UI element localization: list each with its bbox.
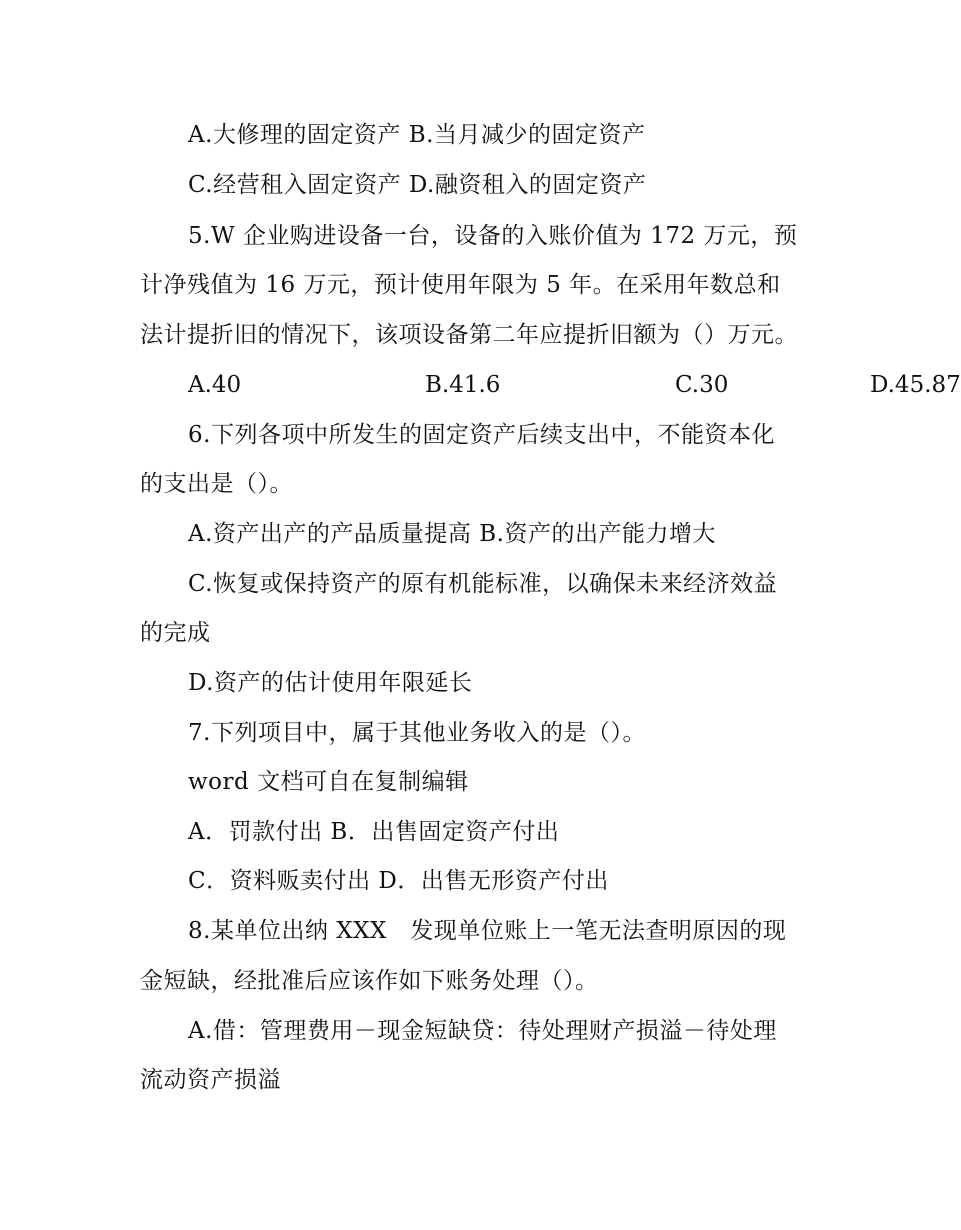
- q5-stem-line-1: 5.W 企业购进设备一台，设备的入账价值为 172 万元，预: [188, 223, 798, 249]
- q7-options-cd: C．资料贩卖付出 D．出售无形资产付出: [188, 868, 609, 894]
- q5-option-c: C.30: [675, 372, 729, 398]
- q6-stem-line-1: 6.下列各项中所发生的固定资产后续支出中，不能资本化: [188, 422, 775, 448]
- q6-option-d: D.资产的估计使用年限延长: [188, 670, 473, 696]
- q5-option-b: B.41.6: [425, 372, 501, 398]
- q8-option-a-line-2: 流动资产损溢: [140, 1067, 281, 1093]
- q8-stem-line-1: 8.某单位出纳 XXX 发现单位账上一笔无法查明原因的现: [188, 918, 787, 944]
- q6-options-ab: A.资产出产的产品质量提高 B.资产的出产能力增大: [188, 521, 716, 547]
- q6-option-c-line-1: C.恢复或保持资产的原有机能标准，以确保未来经济效益: [188, 571, 778, 597]
- q5-stem-line-2: 计净残值为 16 万元，预计使用年限为 5 年。在采用年数总和: [140, 272, 781, 298]
- q8-option-a-line-1: A.借：管理费用－现金短缺贷：待处理财产损溢－待处理: [188, 1018, 777, 1044]
- q5-option-d: D.45.87: [870, 372, 961, 398]
- q6-stem-line-2: 的支出是（）。: [140, 471, 293, 497]
- q6-option-c-line-2: 的完成: [140, 620, 211, 646]
- q7-stem: 7.下列项目中，属于其他业务收入的是（）。: [188, 720, 646, 746]
- q5-option-a: A.40: [188, 372, 242, 398]
- q7-options-ab: A．罚款付出 B．出售固定资产付出: [188, 819, 560, 845]
- q4-options-cd: C.经营租入固定资产 D.融资租入的固定资产: [188, 172, 647, 198]
- q8-stem-line-2: 金短缺，经批准后应该作如下账务处理（）。: [140, 968, 599, 994]
- q5-stem-line-3: 法计提折旧的情况下，该项设备第二年应提折旧额为（）万元。: [140, 322, 798, 348]
- q4-options-ab: A.大修理的固定资产 B.当月减少的固定资产: [188, 122, 646, 148]
- watermark-note: word 文档可自在复制编辑: [188, 769, 469, 795]
